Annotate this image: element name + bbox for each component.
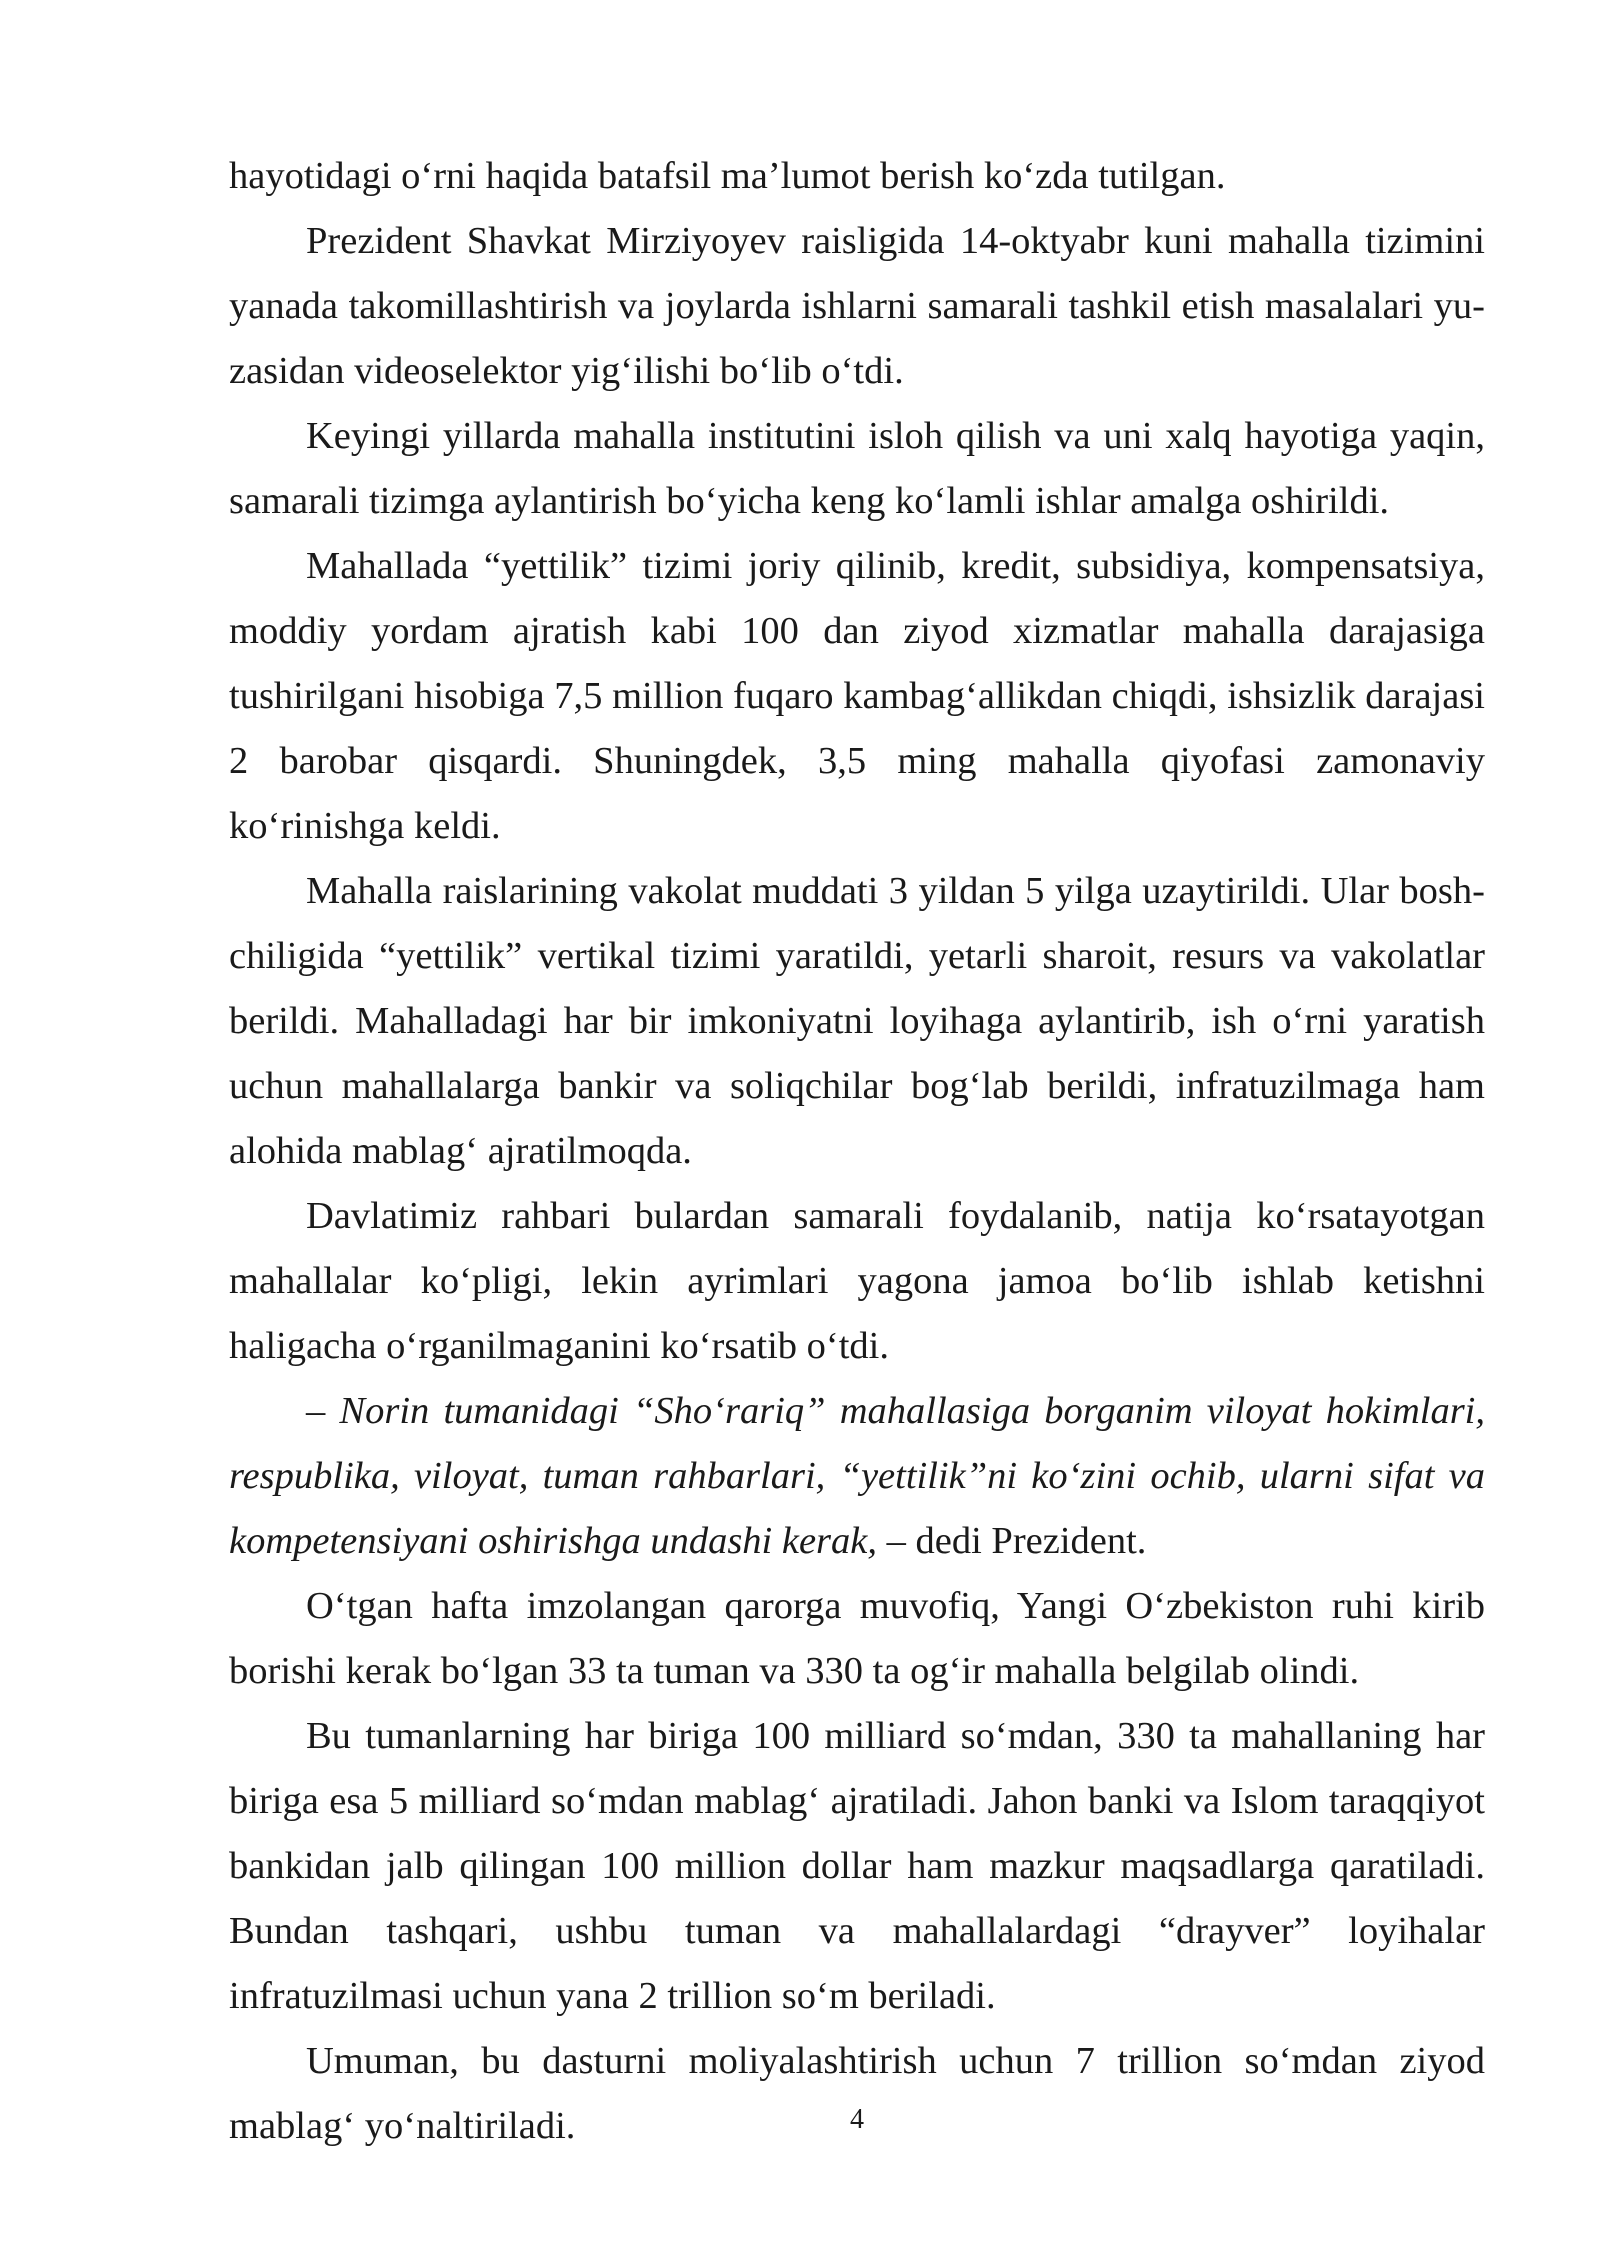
quote-attribution: – dedi Prezident. xyxy=(877,1520,1147,1562)
paragraph: Mahallada “yettilik” tizimi joriy qilinib, kredit, subsidiya, kompensatsiya, moddiy yordam ajratish kabi 100 dan ziyod xizmatlar mahalla darajasiga tushirilgani hisobiga 7,5 million fuqaro kambag‘allikdan chiqdi, ishsizlik darajasi 2 barobar qisqardi. Shuningdek, 3,5 ming mahalla qiyofasi zamonaviy ko‘rinishga keldi. xyxy=(229,545,1485,847)
quote-paragraph xyxy=(229,1379,1485,1574)
document-body xyxy=(229,144,1485,2159)
paragraph: Prezident Shavkat Mirziyoyev raisligida 14-oktyabr kuni mahalla tizimini yanada takomillashtirish va joylarda ishlarni samarali tashkil etish masalalari yuzasidan videoselektor yig‘ilishi bo‘lib o‘tdi. xyxy=(229,220,1485,392)
paragraph: Keyingi yillarda mahalla institutini isloh qilish va uni xalq hayotiga yaqin, samarali tizimga aylantirish bo‘yicha keng ko‘lamli ishlar amalga oshirildi. xyxy=(229,415,1485,522)
paragraph-continuation: hayotidagi o‘rni haqida batafsil ma’lumot berish ko‘zda tutilgan. xyxy=(229,155,1226,197)
page-number: 4 xyxy=(850,2104,864,2135)
paragraph: Mahalla raislarining vakolat muddati 3 yildan 5 yilga uzaytirildi. Ular boshchiligida “yettilik” vertikal tizimi yaratildi, yetarli sharoit, resurs va vakolatlar berildi. Mahalladagi har bir imkoniyatni loyihaga aylantirib, ish o‘rni yaratish uchun mahallalarga bankir va soliqchilar bog‘lab berildi, infratuzilmaga ham alohida mablag‘ ajratilmoqda. xyxy=(229,870,1485,1172)
paragraph: Bu tumanlarning har biriga 100 milliard so‘mdan, 330 ta mahallaning har biriga esa 5 milliard so‘mdan mablag‘ ajratiladi. Jahon banki va Islom taraqqiyot bankidan jalb qilingan 100 million dollar ham mazkur maqsadlarga qaratiladi. Bundan tashqari, ushbu tuman va mahallalardagi “drayver” loyihalar infratuzilmasi uchun yana 2 trillion so‘m beriladi. xyxy=(229,1715,1485,2017)
paragraph: O‘tgan hafta imzolangan qarorga muvofiq, Yangi O‘zbekiston ruhi kirib borishi kerak bo‘lgan 33 ta tuman va 330 ta og‘ir mahalla belgilab olindi. xyxy=(229,1585,1485,1692)
paragraph: Umuman, bu dasturni moliyalashtirish uchun 7 trillion so‘mdan ziyod mablag‘ yo‘naltiriladi. xyxy=(229,2040,1485,2147)
paragraph: Davlatimiz rahbari bulardan samarali foydalanib, natija ko‘rsatayotgan mahallalar ko‘pligi, lekin ayrimlari yagona jamoa bo‘lib ishlab ketishni haligacha o‘rganilmaganini ko‘rsatib o‘tdi. xyxy=(229,1195,1485,1367)
quote-italic-text: – Norin tumanidagi “Sho‘rariq” mahallasiga borganim viloyat hokimlari, respublika, viloyat, tuman rahbarlari, “yettilik”ni ko‘zini ochib, ularni sifat va kompetensiyani oshirishga undashi kerak, xyxy=(229,1390,1485,1562)
